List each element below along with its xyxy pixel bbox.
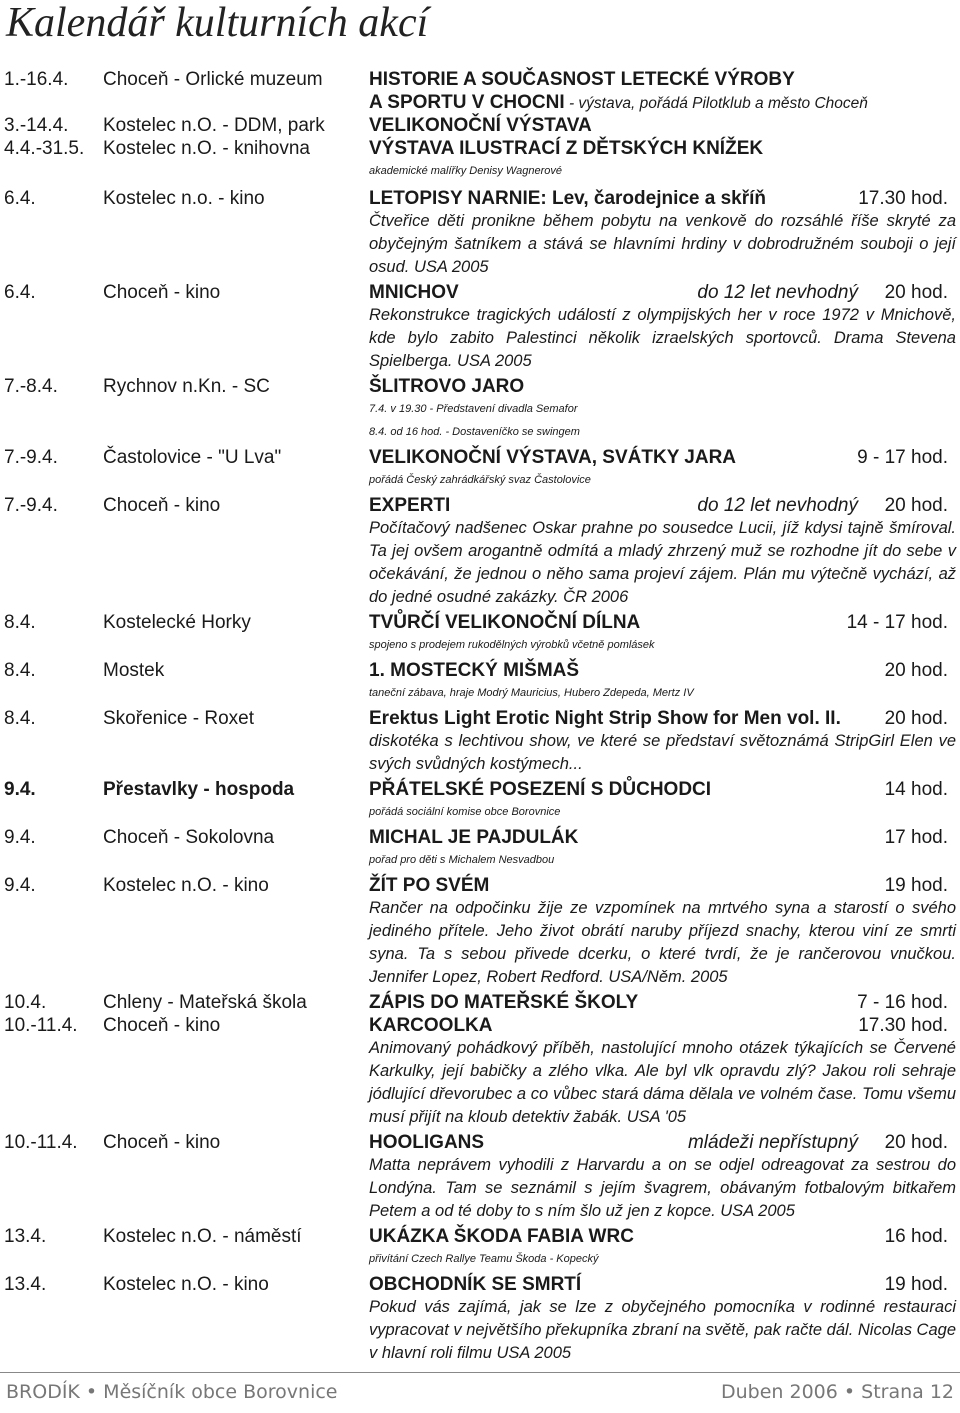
event-date: 8.4. — [4, 660, 36, 681]
event-title-line — [369, 991, 956, 1014]
event-time: 20 hod. — [884, 495, 948, 516]
event-venue: Choceň - kino — [103, 282, 221, 303]
event-row — [0, 375, 960, 444]
event-row — [0, 137, 960, 183]
event-venue: Kostelec n.O. - náměstí — [103, 1226, 302, 1247]
event-row — [0, 281, 960, 373]
event-description: Rekonstrukce tragických událostí z olympijských her v roce 1972 v Mnichově, kde bylo zabito Palestinci několik izraelských sportovců. Drama Stevena Spielberga. USA 2005 — [369, 306, 956, 370]
event-row — [0, 874, 960, 989]
event-row — [0, 114, 960, 137]
event-venue: Choceň - Sokolovna — [103, 827, 275, 848]
event-content — [369, 68, 956, 114]
event-venue: Kostelec n.o. - kino — [103, 188, 265, 209]
event-row — [0, 68, 960, 114]
event-time: 9 - 17 hod. — [857, 447, 948, 468]
event-time: 19 hod. — [884, 1274, 948, 1295]
event-title-part: A SPORTU V CHOCNI — [369, 92, 565, 113]
event-title: HISTORIE A SOUČASNOST LETECKÉ VÝROBY — [369, 69, 795, 90]
event-description: Matta neprávem vyhodili z Harvardu a on se odjel odreagovat za sestrou do Londýna. Tam se seznámil s jejím švagrem, obávaným fotbalovým bitkařem Petem a od té doby to s ním šlo už jen z kopce. USA 2005 — [369, 1156, 956, 1220]
event-title: LETOPISY NARNIE: Lev, čarodejnice a skříň — [369, 188, 767, 209]
event-title: ŽÍT PO SVÉM — [369, 875, 490, 896]
event-title: VELIKONOČNÍ VÝSTAVA, SVÁTKY JARA — [369, 447, 737, 468]
event-date: 9.4. — [4, 827, 36, 848]
event-venue: Kostelec n.O. - kino — [103, 1274, 269, 1295]
event-time: 20 hod. — [884, 1132, 948, 1153]
event-title-line — [369, 375, 956, 398]
event-row — [0, 446, 960, 492]
event-venue: Choceň - kino — [103, 1015, 221, 1036]
event-title: VELIKONOČNÍ VÝSTAVA — [369, 115, 592, 136]
event-time: 17 hod. — [884, 827, 948, 848]
event-date: 10.-11.4. — [4, 1132, 78, 1153]
event-title: ŠLITROVO JARO — [369, 376, 525, 397]
event-time: 7 - 16 hod. — [857, 992, 948, 1013]
event-subtitle: přivítání Czech Rallye Teamu Škoda - Kopecký — [369, 1253, 599, 1265]
event-venue: Přestavlky - hospoda — [103, 779, 295, 800]
event-date: 13.4. — [4, 1274, 47, 1295]
event-title-line — [369, 611, 956, 634]
event-content — [369, 137, 956, 183]
event-time: 17.30 hod. — [858, 1015, 948, 1036]
event-subtitle: pořádá sociální komise obce Borovnice — [369, 806, 561, 818]
page-footer — [0, 1372, 960, 1413]
event-title: EXPERTI — [369, 495, 451, 516]
event-title-continuation — [369, 91, 956, 114]
event-date: 8.4. — [4, 612, 36, 633]
event-row — [0, 1014, 960, 1129]
event-content — [369, 707, 956, 776]
event-content — [369, 611, 956, 657]
event-venue: Choceň - Orlické muzeum — [103, 69, 323, 90]
event-date: 9.4. — [4, 875, 36, 896]
event-date: 4.4.-31.5. — [4, 138, 85, 159]
event-subtitle: pořad pro děti s Michalem Nesvadbou — [369, 854, 555, 866]
event-venue: Mostek — [103, 660, 165, 681]
event-row — [0, 778, 960, 824]
event-content — [369, 659, 956, 705]
event-description: Počítačový nadšenec Oskar prahne po sousedce Lucii, jíž kdysi tajně šmíroval. Ta jej ovšem arogantně odmítá a mladý zhrzený muž se rozhodne jít do sebe v očekávání, že jednou o něho sama projeví zájem. Plán mu výtečně vychází, až do jedné osudné zakázky. ČR 2006 — [369, 519, 956, 606]
event-title-line — [369, 826, 956, 849]
event-title-line — [369, 137, 956, 160]
event-content — [369, 187, 956, 279]
event-date: 6.4. — [4, 282, 36, 303]
event-content — [369, 1273, 956, 1365]
event-time: 19 hod. — [884, 875, 948, 896]
event-subtitle: 8.4. od 16 hod. - Dostaveníčko se swingem — [369, 426, 580, 438]
event-title-line — [369, 874, 956, 897]
event-venue: Choceň - kino — [103, 1132, 221, 1153]
event-venue: Kostelecké Horky — [103, 612, 251, 633]
event-title-line — [369, 1131, 956, 1154]
event-title-line — [369, 1014, 956, 1037]
event-time: 16 hod. — [884, 1226, 948, 1247]
event-title-line — [369, 446, 956, 469]
event-time: 17.30 hod. — [858, 188, 948, 209]
age-rating: mládeži nepřístupný — [687, 1132, 858, 1153]
event-description: diskotéka s lechtivou show, ve které se představí světoznámá StripGirl Elen ve svých svůdných kostýmech... — [369, 732, 956, 773]
event-subtitle: taneční zábava, hraje Modrý Mauricius, Hubero Zdepeda, Mertz IV — [369, 687, 694, 699]
event-venue: Kostelec n.O. - kino — [103, 875, 269, 896]
event-time: 20 hod. — [884, 708, 948, 729]
event-content — [369, 826, 956, 872]
event-content — [369, 778, 956, 824]
event-venue: Kostelec n.O. - DDM, park — [103, 115, 325, 136]
event-title: TVŮRČÍ VELIKONOČNÍ DÍLNA — [369, 612, 641, 633]
event-subtitle: akademické malířky Denisy Wagnerové — [369, 165, 562, 177]
event-description: Čtveřice děti pronikne během pobytu na venkově do rozsáhlé říše skryté za obyčejným šatníkem a stává se hlavními hrdiny v dobrodružném souboji o její osud. USA 2005 — [369, 212, 956, 276]
event-description: Rančer na odpočinku žije ze vzpomínek na mrtvého syna a starostí o svého jediného přítele. Jeho život obrátí naruby příjezd snachy, kterou viní ze smrti syna. Ta s sebou přivede dcerku, o které tvrdí, že je rančerovou vnučkou. Jennifer Lopez, Robert Redford. USA/Něm. 2005 — [369, 899, 956, 986]
event-row — [0, 707, 960, 776]
event-title-line — [369, 1225, 956, 1248]
age-rating: do 12 let nevhodný — [697, 282, 858, 303]
event-title: ZÁPIS DO MATEŘSKÉ ŠKOLY — [369, 992, 639, 1013]
event-row — [0, 1131, 960, 1223]
event-date: 10.-11.4. — [4, 1015, 78, 1036]
event-date: 6.4. — [4, 188, 36, 209]
event-content — [369, 1014, 956, 1129]
event-row — [0, 494, 960, 609]
event-title: UKÁZKA ŠKODA FABIA WRC — [369, 1226, 634, 1247]
event-date: 3.-14.4. — [4, 115, 69, 136]
event-date: 10.4. — [4, 992, 47, 1013]
event-subtitle: 7.4. v 19.30 - Představení divadla Semafor — [369, 403, 578, 415]
age-rating: do 12 let nevhodný — [697, 495, 858, 516]
event-time: 14 hod. — [884, 779, 948, 800]
event-date: 9.4. — [4, 779, 36, 800]
event-venue: Choceň - kino — [103, 495, 221, 516]
event-row — [0, 659, 960, 705]
event-title: MICHAL JE PAJDULÁK — [369, 827, 579, 848]
event-content — [369, 874, 956, 989]
event-venue: Rychnov n.Kn. - SC — [103, 376, 270, 397]
event-row — [0, 991, 960, 1014]
event-date: 1.-16.4. — [4, 69, 69, 90]
event-content — [369, 281, 956, 373]
event-content — [369, 114, 956, 137]
event-venue: Chleny - Mateřská škola — [103, 992, 307, 1013]
event-time: 14 - 17 hod. — [846, 612, 948, 633]
event-row — [0, 1225, 960, 1271]
event-title: KARCOOLKA — [369, 1015, 493, 1036]
event-content — [369, 1225, 956, 1271]
event-date: 13.4. — [4, 1226, 47, 1247]
event-title: PŘÁTELSKÉ POSEZENÍ S DŮCHODCI — [369, 779, 712, 800]
event-subtitle: pořádá Český zahrádkářský svaz Častolovice — [369, 474, 591, 486]
event-content — [369, 1131, 956, 1223]
event-title: OBCHODNÍK SE SMRTÍ — [369, 1274, 582, 1295]
event-row — [0, 826, 960, 872]
event-calendar — [0, 68, 960, 1365]
event-date: 8.4. — [4, 708, 36, 729]
event-title-line — [369, 114, 956, 137]
event-title: HOOLIGANS — [369, 1132, 485, 1153]
footer-publication: BRODÍK • Měsíčník obce Borovnice — [6, 1381, 338, 1403]
event-date: 7.-9.4. — [4, 447, 58, 468]
event-title: Erektus Light Erotic Night Strip Show for Men vol. II. — [369, 708, 841, 729]
event-venue: Kostelec n.O. - knihovna — [103, 138, 310, 159]
event-venue: Častolovice - "U Lva" — [103, 447, 282, 468]
event-row — [0, 1273, 960, 1365]
event-time: 20 hod. — [884, 660, 948, 681]
event-content — [369, 494, 956, 609]
event-time: 20 hod. — [884, 282, 948, 303]
event-subtitle-part: - výstava, pořádá Pilotklub a město Choceň — [564, 95, 868, 112]
event-description: Animovaný pohádkový příběh, nastolující mnoho otázek týkajících se Červené Karkulky, její babičky a zlého vlka. Ale byl vlk opravdu zlý? Jakou roli sehraje jódlující dřevorubec a co vůbec stará dáma dělala ve volném čase. Tomu všemu musí přijít na kloub detektiv žabák. USA '05 — [369, 1039, 956, 1126]
event-title-line — [369, 659, 956, 682]
footer-issue-page: Duben 2006 • Strana 12 — [720, 1381, 954, 1403]
event-row — [0, 187, 960, 279]
event-title-line — [369, 707, 956, 730]
event-content — [369, 446, 956, 492]
event-title-line — [369, 281, 956, 304]
event-description: Pokud vás zajímá, jak se lze z obyčejného pomocníka v rodinné restauraci vypracovat v největšího překupníka zbraní na světě, pak račte dál. Nicolas Cage v hlavní roli filmu USA 2005 — [369, 1298, 956, 1362]
event-venue: Skořenice - Roxet — [103, 708, 255, 729]
event-title-line — [369, 1273, 956, 1296]
event-title: 1. MOSTECKÝ MIŠMAŠ — [369, 660, 580, 681]
event-title-line — [369, 778, 956, 801]
event-subtitle: spojeno s prodejem rukodělných výrobků včetně pomlásek — [369, 639, 655, 651]
event-content — [369, 991, 956, 1014]
event-content — [369, 375, 956, 444]
event-title-line — [369, 494, 956, 517]
event-row — [0, 611, 960, 657]
event-title: MNICHOV — [369, 282, 459, 303]
event-title-line — [369, 68, 956, 91]
event-date: 7.-8.4. — [4, 376, 58, 397]
event-title-line — [369, 187, 956, 210]
event-date: 7.-9.4. — [4, 495, 58, 516]
event-title: VÝSTAVA ILUSTRACÍ Z DĚTSKÝCH KNÍŽEK — [369, 138, 764, 159]
page-title: Kalendář kulturních akcí — [6, 0, 429, 46]
